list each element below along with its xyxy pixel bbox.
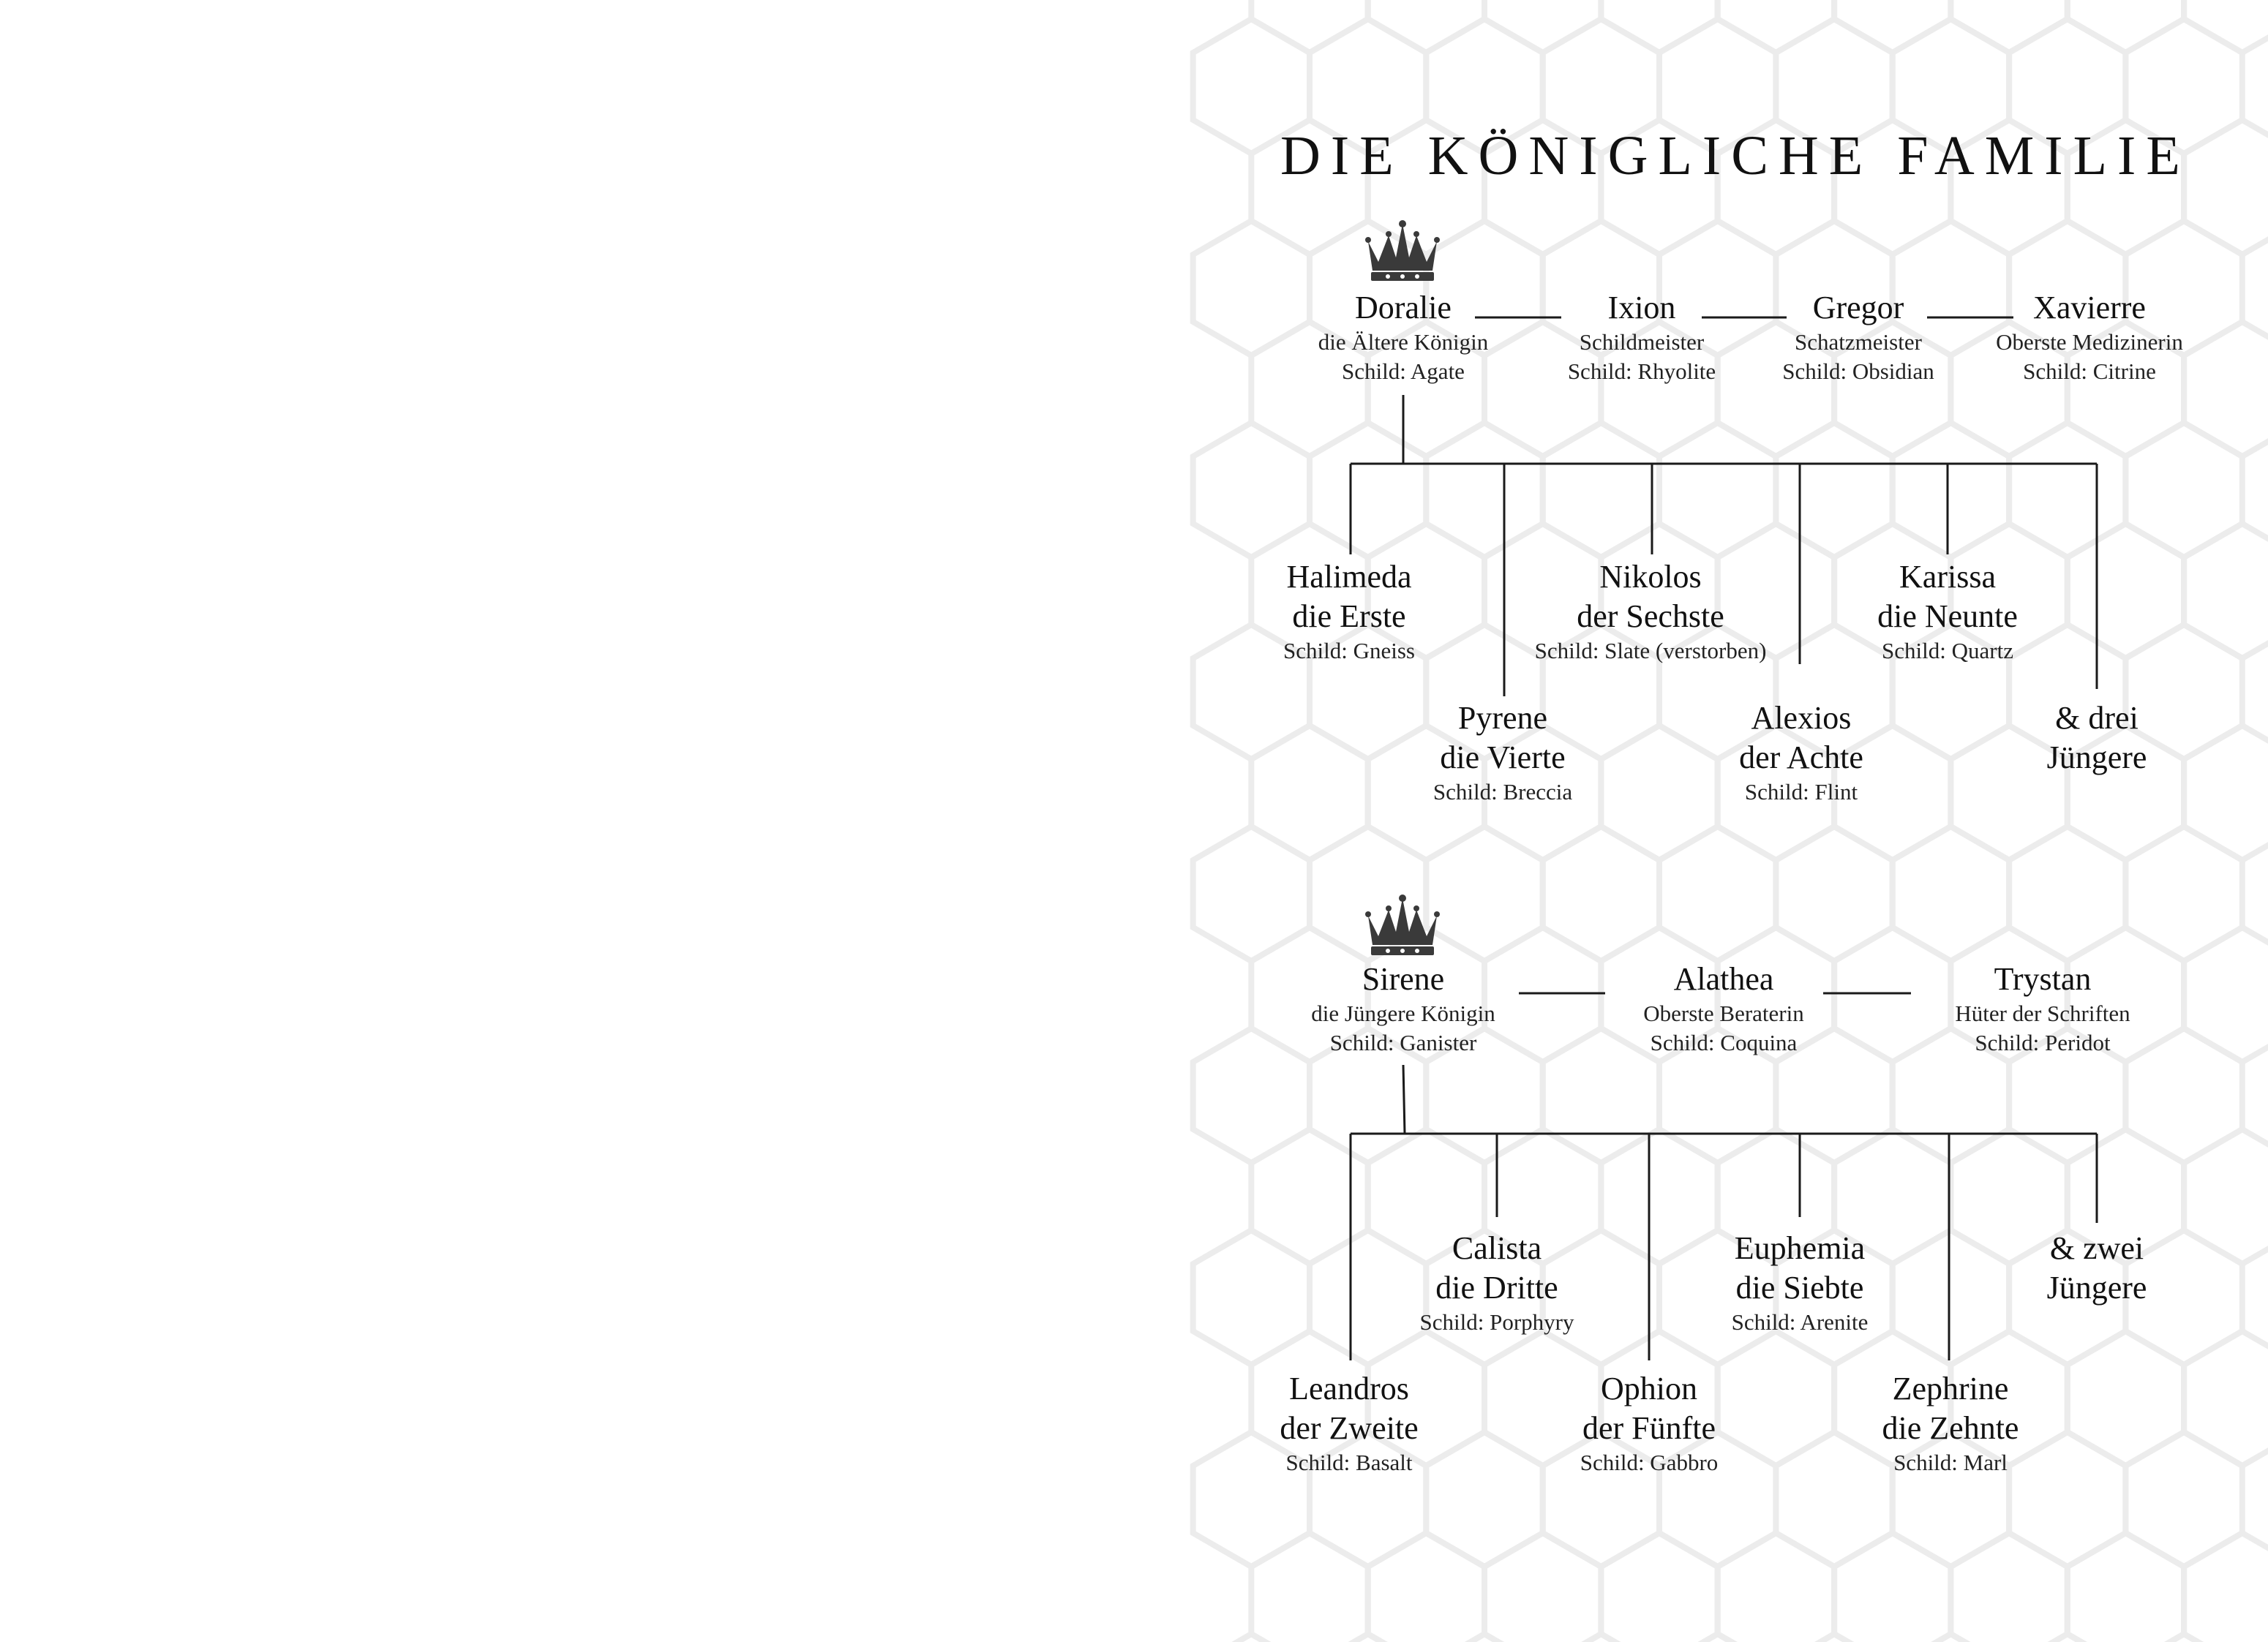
child-title: die Erste	[1292, 598, 1406, 634]
person-role: die Ältere Königin	[1318, 329, 1489, 355]
child-title: der Zweite	[1280, 1410, 1419, 1446]
child-name: Pyrene	[1457, 700, 1548, 736]
person-name: Xavierre	[2033, 290, 2146, 325]
person-name: Doralie	[1355, 290, 1452, 325]
child-ophion	[1580, 1369, 1719, 1477]
child-halimeda	[1283, 557, 1415, 666]
child-title: die Zehnte	[1882, 1410, 2019, 1446]
person-shield: Schild: Coquina	[1650, 1030, 1798, 1055]
child-title: der Fünfte	[1582, 1410, 1716, 1446]
child-name: & drei	[2055, 700, 2139, 736]
child-shield: Schild: Arenite	[1731, 1309, 1869, 1335]
child-nikolos	[1535, 557, 1767, 666]
page-title: DIE KÖNIGLICHE FAMILIE	[1280, 125, 2190, 187]
child-name: Leandros	[1289, 1371, 1409, 1406]
child-name: Ophion	[1601, 1371, 1697, 1406]
person-xavierre	[1996, 288, 2183, 386]
child-karissa	[1877, 557, 2018, 666]
person-name: Sirene	[1362, 961, 1445, 997]
person-shield: Schild: Agate	[1342, 358, 1465, 384]
crown-icon	[1362, 894, 1443, 960]
child-shield: Schild: Flint	[1744, 779, 1858, 805]
child-shield: Schild: Breccia	[1432, 779, 1573, 805]
person-ixion	[1568, 288, 1716, 386]
person-name: Alathea	[1673, 961, 1774, 997]
person-shield: Schild: Ganister	[1329, 1030, 1477, 1055]
child-shield: Schild: Slate (verstorben)	[1534, 638, 1767, 663]
child-name: Nikolos	[1599, 559, 1702, 595]
person-trystan	[1955, 960, 2130, 1058]
person-role: Schildmeister	[1579, 329, 1705, 355]
child-alexios	[1739, 698, 1863, 807]
person-shield: Schild: Peridot	[1975, 1030, 2111, 1055]
person-role: Hüter der Schriften	[1955, 1001, 2130, 1026]
descent-connector	[1403, 1065, 1405, 1134]
person-sirene	[1311, 960, 1495, 1058]
child-calista	[1420, 1229, 1574, 1337]
child-zephrine	[1882, 1369, 2019, 1477]
child-shield: Schild: Basalt	[1285, 1450, 1413, 1475]
child-title: die Dritte	[1435, 1270, 1558, 1306]
child-name: Calista	[1452, 1230, 1542, 1266]
person-role: Oberste Medizinerin	[1996, 329, 2183, 355]
child-name: Karissa	[1899, 559, 1996, 595]
child-shield: Schild: Marl	[1893, 1450, 2008, 1475]
child-name: Zephrine	[1892, 1371, 2009, 1406]
person-name: Ixion	[1607, 290, 1676, 325]
person-role: Schatzmeister	[1795, 329, 1922, 355]
person-alathea	[1643, 960, 1803, 1058]
child-title: der Achte	[1739, 739, 1863, 775]
child-name: & zwei	[2049, 1230, 2144, 1266]
child-name: Halimeda	[1286, 559, 1412, 595]
child-two-younger	[2047, 1229, 2147, 1308]
child-leandros	[1280, 1369, 1418, 1477]
person-name: Trystan	[1994, 961, 2092, 997]
child-shield: Schild: Gneiss	[1283, 638, 1415, 663]
person-gregor	[1782, 288, 1934, 386]
crown-icon	[1362, 219, 1443, 285]
child-pyrene	[1433, 698, 1572, 807]
child-title: der Sechste	[1577, 598, 1724, 634]
person-shield: Schild: Rhyolite	[1567, 358, 1716, 384]
child-shield: Schild: Porphyry	[1419, 1309, 1574, 1335]
child-shield: Schild: Gabbro	[1580, 1450, 1719, 1475]
child-name: Alexios	[1751, 700, 1852, 736]
child-name: Euphemia	[1734, 1230, 1866, 1266]
child-shield: Schild: Quartz	[1882, 638, 2013, 663]
person-shield: Schild: Obsidian	[1782, 358, 1934, 384]
child-title: Jüngere	[2046, 1270, 2147, 1306]
person-name: Gregor	[1812, 290, 1904, 325]
person-role: Oberste Beraterin	[1643, 1001, 1804, 1026]
child-title: die Vierte	[1440, 739, 1566, 775]
child-title: die Neunte	[1877, 598, 2018, 634]
child-title: die Siebte	[1735, 1270, 1864, 1306]
child-three-younger	[2047, 698, 2147, 777]
child-euphemia	[1732, 1229, 1869, 1337]
person-shield: Schild: Citrine	[2023, 358, 2156, 384]
person-role: die Jüngere Königin	[1311, 1001, 1495, 1026]
person-doralie	[1318, 288, 1488, 386]
child-title: Jüngere	[2046, 739, 2147, 775]
